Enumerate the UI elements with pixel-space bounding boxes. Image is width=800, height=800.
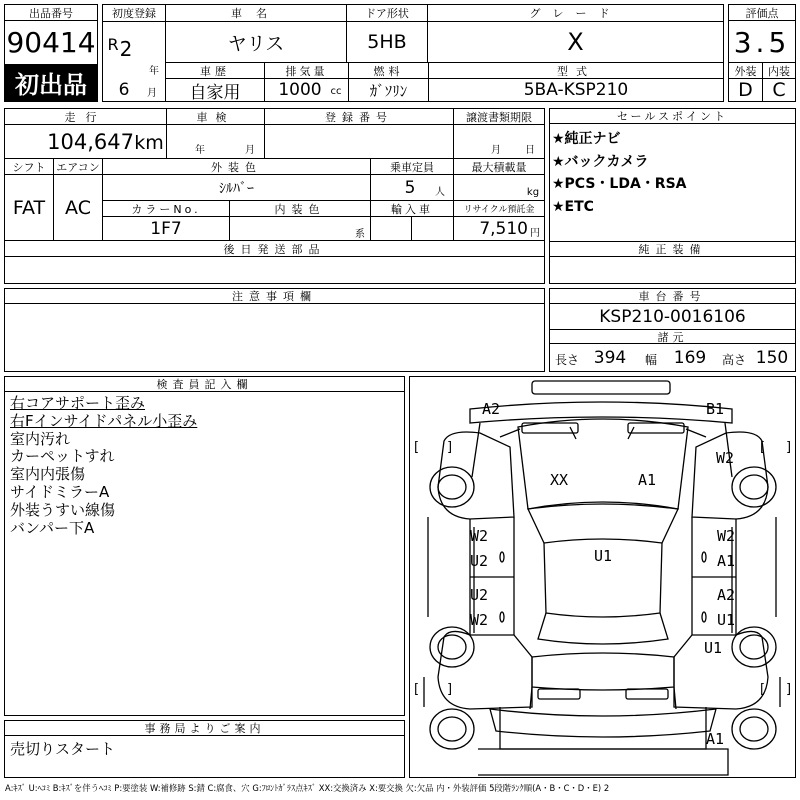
color-no-label: カラーNo.	[103, 201, 229, 216]
mileage-value: 104,647	[47, 130, 134, 154]
height-value: 150	[755, 348, 789, 368]
width-value: 169	[673, 348, 707, 368]
inspector-label: 検査員記入欄	[5, 377, 404, 392]
mark-front-right: B1	[706, 400, 725, 418]
capacity-value: 5	[404, 178, 416, 198]
height-label: 高さ	[721, 352, 746, 367]
chassis-label: 車台番号	[550, 289, 795, 304]
door-value: 5HB	[367, 31, 407, 53]
mark-left-rear-door-top: U2	[470, 586, 489, 604]
mark-right-front-door-top: W2	[717, 527, 736, 545]
inspector-note: 室内汚れ	[10, 429, 71, 448]
inspector-note: バンパー下A	[10, 518, 95, 537]
bracket-left-rear-2: [	[760, 682, 766, 697]
color-no-value: 1F7	[150, 218, 182, 239]
sales-point-item: ★PCS・LDA・RSA	[552, 176, 687, 192]
later-parts-label: 後日発送部品	[5, 241, 544, 256]
sales-point-item: ★ETC	[552, 198, 594, 215]
shift-value: FAT	[12, 196, 46, 219]
lot-number: 90414	[6, 25, 96, 59]
inspector-note: 右Fインサイドパネル小歪み	[10, 411, 198, 430]
mileage-unit: km	[134, 132, 164, 154]
mark-right-front-fender: W2	[716, 449, 735, 467]
mileage-label: 走行	[5, 109, 166, 124]
mark-left-front-door-bottom: U2	[470, 552, 489, 570]
inspector-note: 右コアサポート歪み	[10, 394, 146, 412]
first-reg-label: 初度登録	[103, 5, 165, 21]
chassis-number: KSP210-0016106	[599, 307, 746, 327]
max-load-label: 最大積載量	[454, 159, 544, 174]
displacement-value: 1000	[278, 80, 322, 100]
inspector-note: サイドミラーA	[10, 482, 110, 501]
bracket-right-front-2: ]	[786, 440, 792, 455]
length-value: 394	[593, 348, 627, 368]
bracket-left-rear: [	[414, 682, 420, 697]
shift-label: シフト	[5, 159, 53, 174]
interior-grade: C	[772, 79, 786, 101]
mark-roof: U1	[594, 547, 613, 565]
length-label: 長さ	[554, 352, 579, 367]
exterior-grade: D	[738, 79, 753, 101]
transfer-month-unit: 月	[491, 144, 501, 155]
mark-left-front-door-top: W2	[470, 527, 489, 545]
first-listing-banner: 初出品	[5, 64, 97, 101]
lot-label: 出品番号	[5, 5, 97, 21]
mark-right-rear-fender: U1	[704, 639, 723, 657]
displacement-unit: cc	[330, 85, 342, 97]
mark-right-rear-door-bottom: U1	[717, 611, 736, 629]
recycle-value: 7,510	[479, 219, 528, 239]
mark-front-left: A2	[482, 400, 501, 418]
sales-point-item: ★純正ナビ	[552, 131, 621, 147]
history-label: 車歴	[166, 63, 264, 78]
transfer-day-unit: 日	[525, 144, 535, 155]
interior-color-unit: 系	[355, 228, 365, 239]
model-code-label: 型式	[429, 63, 723, 78]
mark-hood-left: XX	[550, 471, 569, 489]
fuel-label: 燃料	[349, 63, 428, 78]
bracket-right-front: ]	[447, 440, 453, 455]
exterior-grade-label: 外装	[729, 63, 762, 78]
history-value: 自家用	[189, 82, 241, 101]
reg-month: 6	[118, 80, 130, 100]
car-diagram	[410, 377, 795, 777]
transfer-label: 譲渡書類期限	[454, 109, 544, 124]
fuel-value: ｶﾞｿﾘﾝ	[369, 81, 408, 100]
score-label: 評価点	[729, 5, 795, 21]
era-year: 2	[119, 38, 133, 60]
grade-label: グレード	[428, 5, 723, 21]
mark-right-front-door-bottom: A1	[717, 552, 736, 570]
specs-label: 諸元	[550, 329, 795, 344]
ac-label: エアコン	[54, 159, 102, 174]
bracket-right-rear-2: ]	[786, 682, 792, 697]
legend: A:ｷｽﾞ U:ﾍｺﾐ B:ｷｽﾞを伴うﾍｺﾐ P:要塗装 W:補修跡 S:錆 C:腐食、穴 G:ﾌﾛﾝﾄｶﾞﾗｽ点ｷｽﾞ XX:交換済み X:要交換 欠:欠品 内・外装評価 5段階ﾗﾝｸ順(A・B・C・D・E) 2	[5, 783, 610, 793]
exterior-color-value: ｼﾙﾊﾞｰ	[219, 180, 254, 197]
max-load-unit: kg	[526, 186, 540, 198]
inspector-note: 室内内張傷	[10, 465, 86, 484]
model-code-value: 5BA-KSP210	[523, 80, 629, 100]
month-unit: 月	[147, 87, 157, 98]
office-label: 事務局よりご案内	[5, 721, 404, 736]
score-value: 3.5	[733, 25, 791, 59]
mark-left-rear-door-bottom: W2	[470, 611, 489, 629]
mark-rear-bumper: A1	[706, 730, 725, 748]
displacement-label: 排気量	[265, 63, 348, 78]
car-name: ヤリス	[227, 32, 285, 55]
capacity-label: 乗車定員	[371, 159, 453, 174]
office-note: 売切りスタート	[10, 740, 116, 758]
mark-right-rear-door-top: A2	[717, 586, 736, 604]
recycle-label: リサイクル預託金	[463, 205, 535, 215]
sales-points-label: セールスポイント	[550, 109, 795, 124]
inspector-notes	[10, 395, 197, 537]
inspector-note: 外装うすい線傷	[10, 500, 116, 519]
caution-label: 注意事項欄	[5, 289, 544, 304]
import-label: 輸入車	[371, 201, 453, 216]
interior-color-label: 内装色	[230, 201, 370, 216]
inspection-month-unit: 月	[245, 144, 255, 155]
recycle-unit: 円	[530, 227, 540, 238]
year-unit: 年	[149, 65, 159, 76]
sales-point-item: ★バックカメラ	[552, 153, 649, 170]
bracket-left-front-2: [	[760, 440, 766, 455]
reg-number-label: 登録番号	[265, 109, 453, 124]
sales-points-list	[552, 128, 687, 218]
inspection-year-unit: 年	[195, 144, 205, 155]
interior-grade-label: 内装	[763, 63, 795, 78]
car-name-label: 車名	[166, 5, 346, 21]
genuine-equipment-label: 純正装備	[550, 242, 795, 257]
bracket-right-rear: ]	[447, 682, 453, 697]
bracket-left-front: [	[414, 440, 420, 455]
inspection-label: 車検	[167, 109, 264, 124]
exterior-color-label: 外装色	[103, 159, 370, 174]
door-label: ドア形状	[347, 5, 427, 21]
capacity-unit: 人	[435, 186, 445, 197]
ac-value: AC	[65, 196, 91, 219]
grade-value: X	[567, 28, 584, 56]
mark-hood-right: A1	[638, 471, 657, 489]
era-letter: R	[107, 34, 119, 54]
width-label: 幅	[644, 352, 657, 367]
inspector-note: カーペットすれ	[10, 447, 115, 466]
